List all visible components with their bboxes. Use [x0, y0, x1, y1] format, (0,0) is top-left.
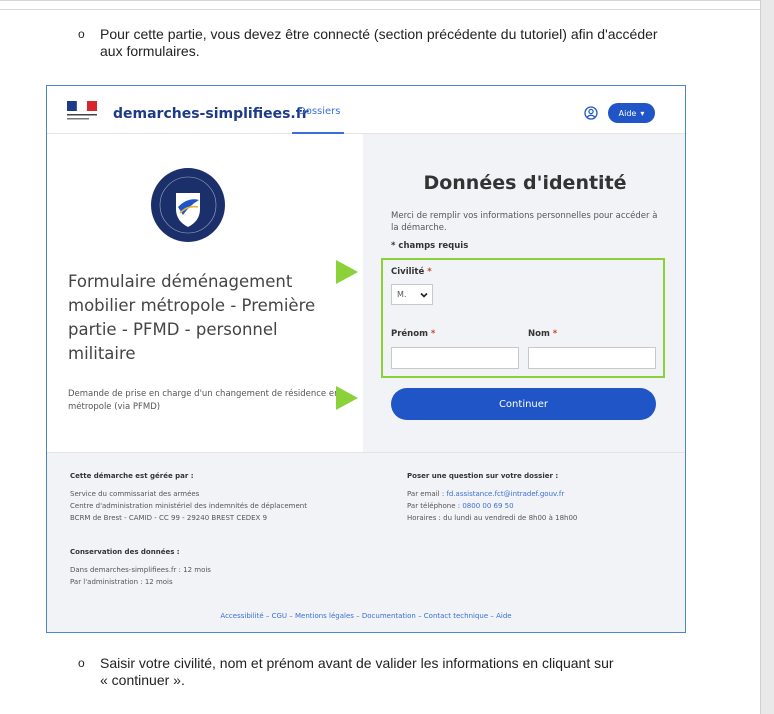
vertical-scrollbar[interactable]: [760, 0, 774, 714]
arrow-right-icon: [336, 260, 358, 284]
civilite-selected-value: M.: [397, 290, 407, 299]
user-account-icon[interactable]: [584, 106, 598, 120]
question-heading: Poser une question sur votre dossier :: [407, 472, 559, 480]
managed-line: Service du commissariat des armées: [70, 490, 200, 498]
retention-line: Par l'administration : 12 mois: [70, 578, 173, 586]
bullet-glyph: o: [78, 27, 85, 41]
bullet-1-line-1: Pour cette partie, vous devez être connecté (section précédente du tutoriel) afin d'accéder: [100, 26, 658, 42]
required-star: *: [430, 329, 436, 339]
nom-label-text: Nom: [528, 329, 550, 339]
continue-button[interactable]: Continuer: [391, 388, 656, 420]
procedure-info-pane: [47, 134, 363, 452]
civilite-label-text: Civilité: [391, 267, 425, 277]
managed-line: Centre d'administration ministériel des indemnités de déplacement: [70, 502, 307, 510]
email-prefix: Par email :: [407, 490, 445, 498]
bullet-glyph: o: [78, 656, 85, 670]
bullet-1-line-2: aux formulaires.: [100, 43, 200, 59]
required-star: *: [427, 267, 432, 277]
bullet-2-line-2: « continuer ».: [100, 672, 185, 688]
procedure-description: Demande de prise en charge d'un changement de résidence en métropole (via PFMD): [68, 389, 340, 412]
phone-prefix: Par téléphone :: [407, 502, 461, 510]
managed-by-heading: Cette démarche est gérée par :: [70, 472, 194, 480]
footer-links[interactable]: Accessibilité – CGU – Mentions légales – Documentation – Contact technique – Aide: [220, 612, 512, 620]
data-retention-details: [70, 564, 211, 588]
marianne-logo-icon: [67, 101, 105, 123]
form-intro: Merci de remplir vos informations personnelles pour accéder à la démarche.: [391, 211, 658, 233]
email-link[interactable]: fd.assistance.fct@intradef.gouv.fr: [446, 490, 565, 498]
form-title: Données d'identité: [423, 172, 627, 194]
required-star: *: [552, 329, 558, 339]
arrow-right-icon: [336, 386, 358, 410]
chevron-down-icon: ▾: [640, 108, 645, 118]
bullet-2-line-1: Saisir votre civilité, nom et prénom avant de valider les informations en cliquant sur: [100, 655, 614, 671]
retention-line: Dans demarches-simplifiees.fr : 12 mois: [70, 566, 211, 574]
required-fields-note: * champs requis: [391, 241, 469, 251]
prenom-label-text: Prénom: [391, 329, 428, 339]
highlight-frame: [381, 258, 665, 378]
contact-details: [407, 488, 577, 524]
procedure-title: Formulaire déménagement mobilier métropole - Première partie - PFMD - personnel militaire: [68, 272, 316, 363]
tab-dossiers[interactable]: Dossiers: [298, 106, 341, 117]
managed-by-details: [70, 488, 307, 524]
site-footer: [47, 452, 685, 633]
page-top-border: [0, 9, 760, 10]
site-header: [47, 86, 685, 134]
contact-email-row: [407, 488, 577, 500]
contact-phone-row: [407, 500, 577, 512]
commissariat-emblem-icon: [150, 167, 226, 243]
managed-line: BCRM de Brest - CAMID - CC 99 - 29240 BREST CEDEX 9: [70, 514, 268, 522]
aide-label: Aide: [618, 108, 637, 118]
embedded-screenshot: [46, 85, 686, 633]
aide-button[interactable]: [608, 103, 655, 123]
brand-name[interactable]: demarches-simplifiees.fr: [113, 106, 309, 122]
phone-link[interactable]: 0800 00 69 50: [462, 502, 514, 510]
data-retention-heading: Conservation des données :: [70, 548, 180, 556]
opening-hours: Horaires : du lundi au vendredi de 8h00 à 18h00: [407, 514, 578, 522]
